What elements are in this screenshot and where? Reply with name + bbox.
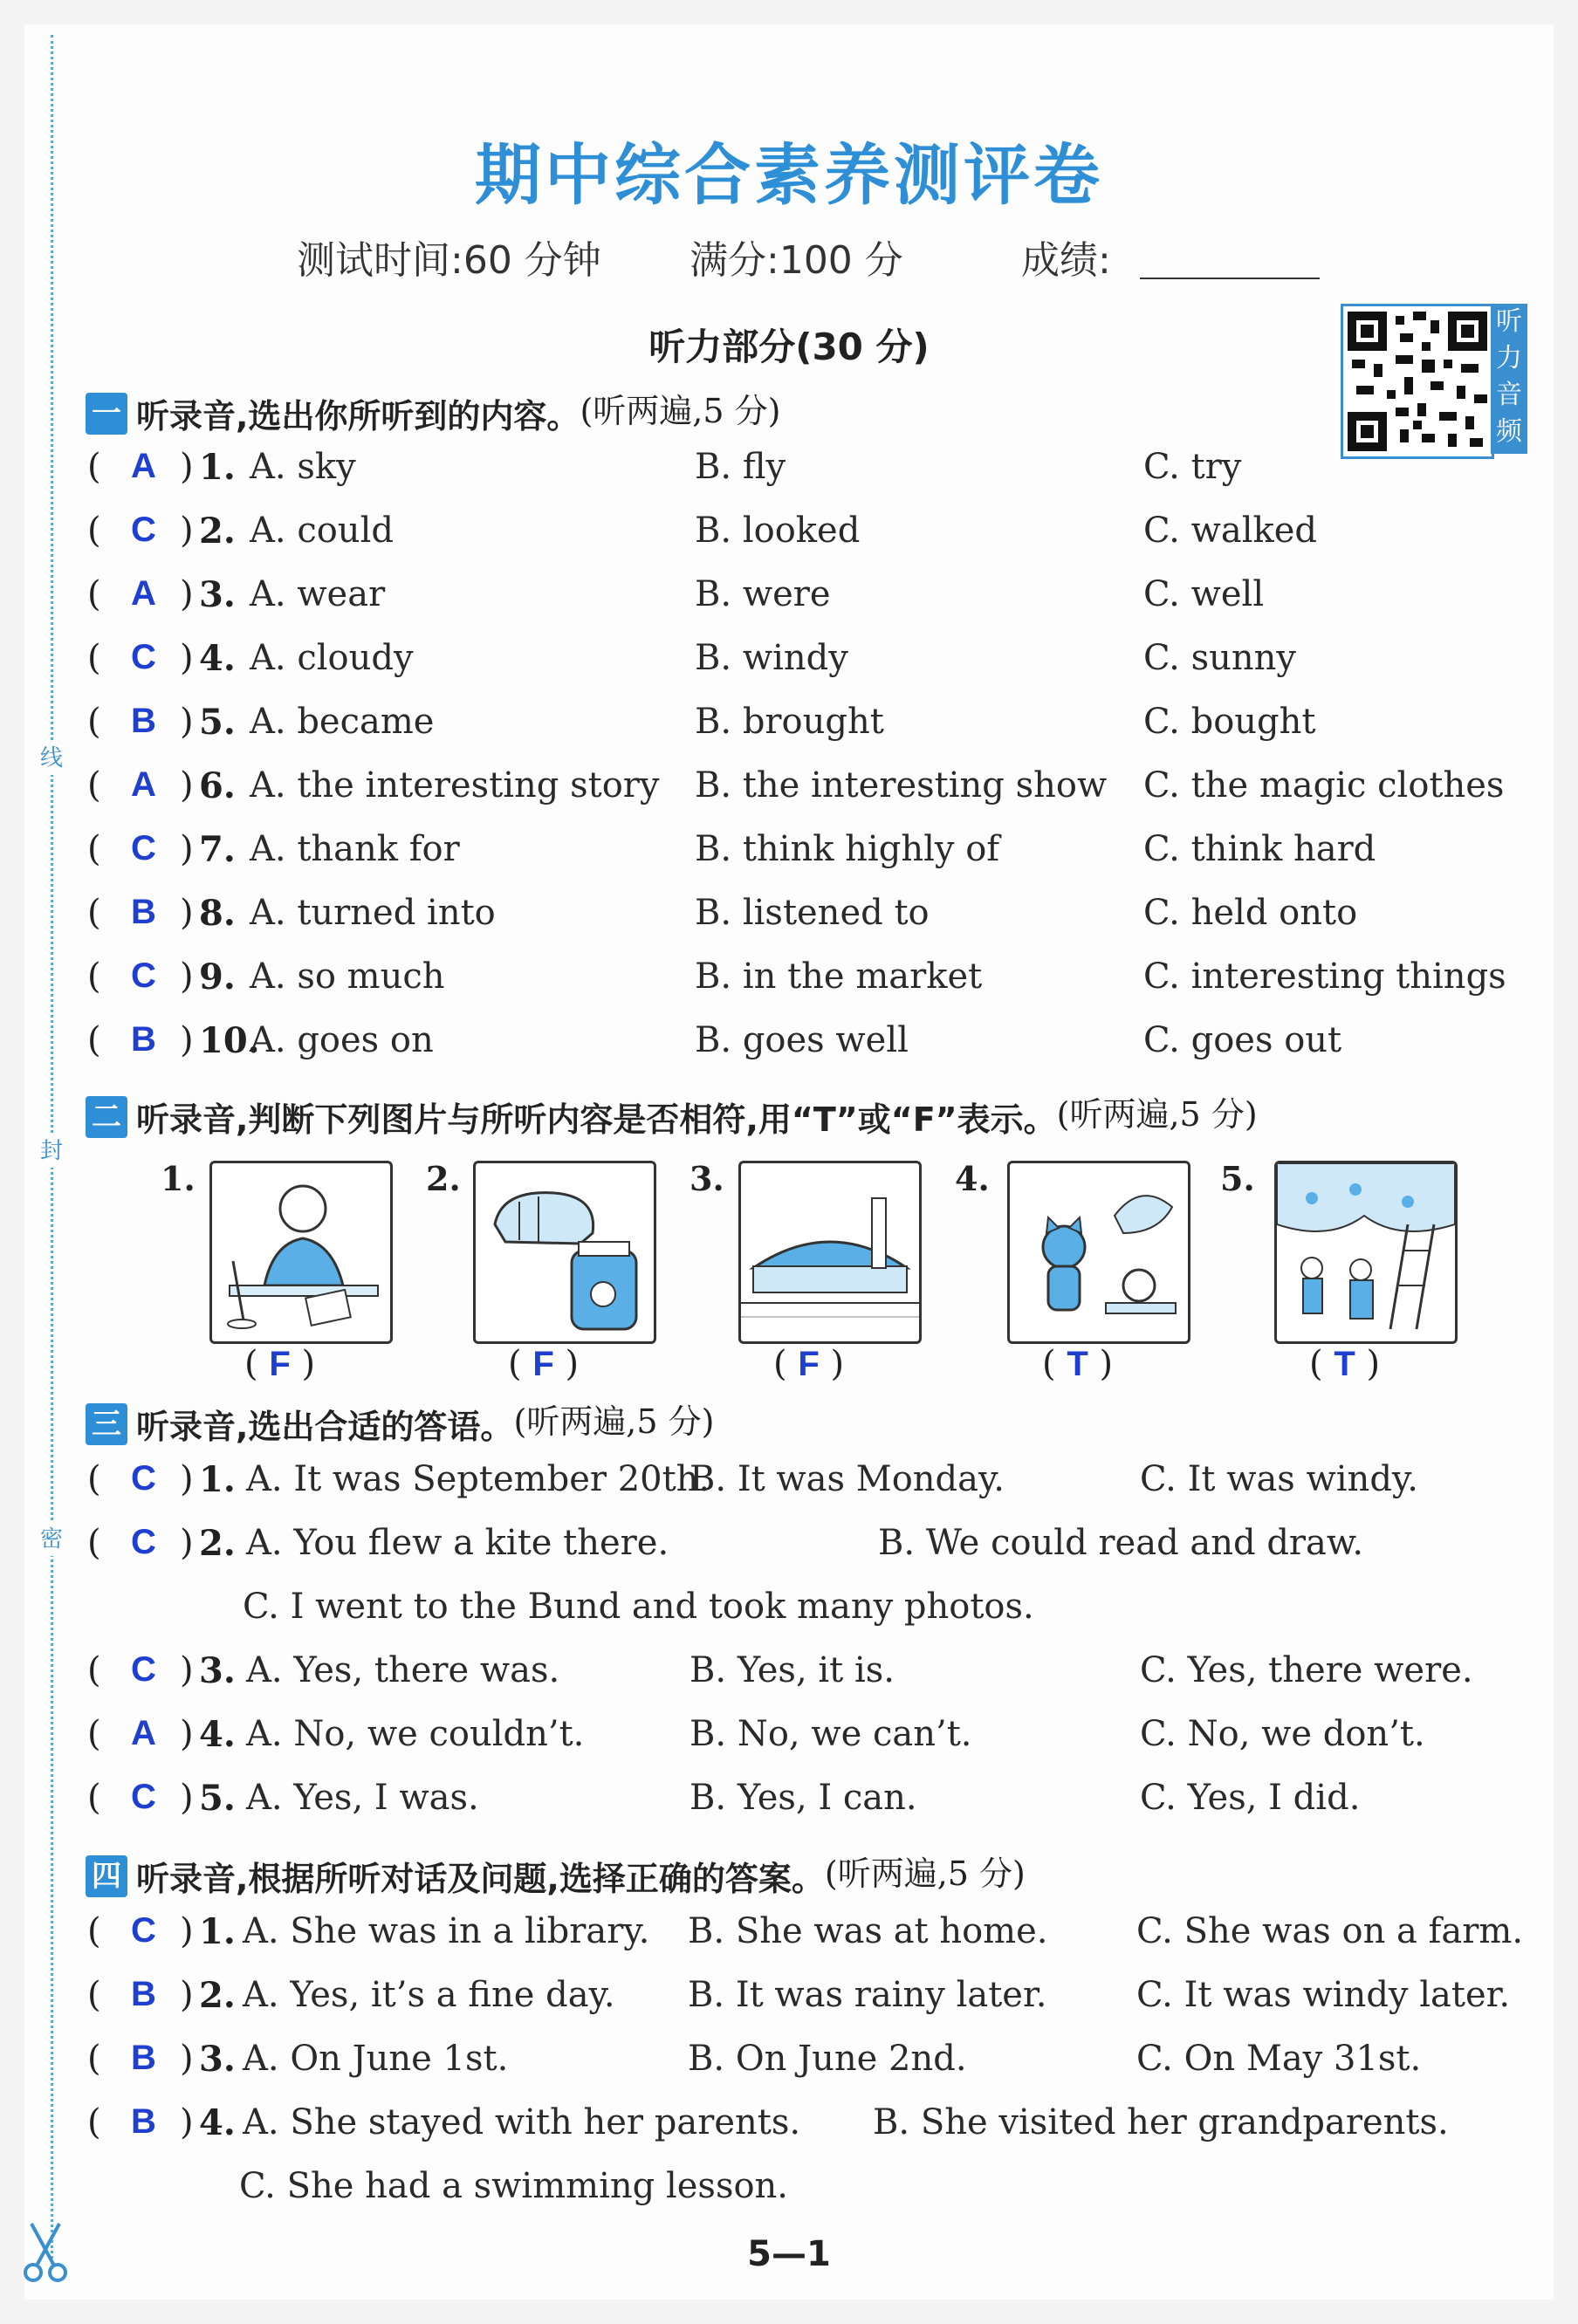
question-row [0,1020,1578,1073]
answer-mark: B [131,702,156,740]
option-a: A. thank for [250,829,460,869]
picture-picking-fruit [1274,1161,1458,1344]
option-c: C. On May 31st. [1136,2039,1422,2079]
option-a: A. could [250,511,394,551]
answer-mark: A [131,447,156,485]
question-row [0,574,1578,627]
right-paren: ) [180,893,194,933]
section-3-heading [86,1395,715,1446]
answer-mark: B [131,1020,156,1059]
right-paren: ) [180,1975,194,2015]
right-paren: ) [180,1650,194,1690]
option-a: A. became [250,702,435,742]
answer-mark: C [131,1459,156,1498]
section-note: (听两遍,5 分) [513,1402,715,1441]
answer-mark: C [131,638,156,676]
option-b: B. fly [695,447,786,487]
option-c: C. Yes, I did. [1140,1778,1361,1818]
question-number: 5. [199,702,236,743]
question-number: 4. [199,638,236,679]
picture-answer: ( T ) [1042,1344,1114,1384]
question-number: 4. [199,2102,236,2143]
answer-mark: C [131,1911,156,1950]
option-a: A. Yes, there was. [246,1650,560,1690]
option-b: B. were [695,574,831,614]
question-row [0,893,1578,945]
left-paren: ( [87,1523,101,1563]
option-a: A. She stayed with her parents. [243,2102,801,2142]
section-instruction: 听录音,判断下列图片与所听内容是否相符,用“T”或“F”表示。 [136,1100,1057,1139]
option-b: B. windy [695,638,848,678]
question-row [0,638,1578,690]
page-title: 期中综合素养测评卷 [475,136,1103,214]
section-instruction: 听录音,选出你所听到的内容。 [136,397,580,435]
question-number: 1. [199,447,236,488]
question-row [0,1650,1578,1703]
question-row [0,1911,1578,1964]
picture-answer: ( F ) [508,1344,580,1384]
option-a: A. She was in a library. [243,1911,650,1951]
picture-answer: ( T ) [1309,1344,1381,1384]
answer-mark: B [131,893,156,931]
left-paren: ( [87,447,101,487]
option-c: C. It was windy later. [1136,1975,1511,2015]
answer-mark: F [269,1345,291,1383]
right-paren: ) [180,765,194,806]
question-number: 2. [199,1975,236,2016]
option-c: C. It was windy. [1140,1459,1418,1499]
option-c: C. walked [1143,511,1318,551]
answer-mark: C [131,829,156,867]
listening-audio-tag[interactable]: 听力音频 [1491,304,1527,454]
question-row [0,1975,1578,2027]
left-paren: ( [87,1714,101,1754]
question-number: 8. [199,893,236,934]
binding-char-feng: 封 [35,1135,68,1168]
option-c: C. She had a swimming lesson. [239,2166,789,2206]
option-c: C. goes out [1143,1020,1342,1060]
option-a: A. so much [250,956,445,997]
question-row [0,956,1578,1009]
option-c: C. interesting things [1143,956,1506,997]
score-blank [1140,278,1320,279]
full-score: 满分:100 分 [690,238,903,283]
question-row [0,2039,1578,2091]
question-number: 7. [199,829,236,870]
question-number: 1. [199,1911,236,1952]
question-number: 9. [199,956,236,997]
option-b: B. On June 2nd. [688,2039,967,2079]
option-a: A. It was September 20th. [246,1459,710,1499]
question-number: 2. [199,1523,236,1564]
answer-mark: B [131,2102,156,2141]
section-note: (听两遍,5 分) [1056,1095,1258,1134]
question-row [0,511,1578,563]
option-b: B. listened to [695,893,930,933]
right-paren: ) [180,1459,194,1499]
option-b: B. She visited her grandparents. [873,2102,1449,2142]
left-paren: ( [87,1020,101,1060]
section-1-heading [86,384,781,435]
option-c: C. held onto [1143,893,1358,933]
picture-bread-and-honey [473,1161,656,1344]
answer-mark: F [532,1345,554,1383]
section-2-heading [86,1087,1258,1139]
section-instruction: 听录音,根据所听对话及问题,选择正确的答案。 [136,1860,825,1898]
question-row [0,2102,1578,2206]
answer-mark: C [131,1523,156,1561]
option-a: A. On June 1st. [243,2039,509,2079]
picture-number: 5. [1220,1159,1255,1198]
answer-mark: A [131,1714,156,1752]
left-paren: ( [87,893,101,933]
binding-char-mi: 密 [35,1523,68,1556]
left-paren: ( [87,2102,101,2142]
binding-char-xian: 线 [35,742,68,775]
test-time: 测试时间:60 分钟 [297,238,601,283]
question-row [0,829,1578,881]
question-row [0,1778,1578,1830]
right-paren: ) [180,1020,194,1060]
option-b: B. the interesting show [695,765,1108,806]
question-row [0,1523,1578,1627]
option-a: A. turned into [250,893,496,933]
right-paren: ) [180,956,194,997]
option-b: B. brought [695,702,884,742]
option-a: A. wear [250,574,386,614]
option-b: B. Yes, it is. [690,1650,895,1690]
section-instruction: 听录音,选出合适的答语。 [136,1408,514,1446]
answer-mark: T [1067,1345,1088,1383]
left-paren: ( [87,702,101,742]
left-paren: ( [87,1778,101,1818]
question-number: 1. [199,1459,236,1500]
option-a: A. goes on [250,1020,434,1060]
option-a: A. No, we couldn’t. [246,1714,585,1754]
question-number: 10. [199,1020,260,1061]
left-paren: ( [87,1975,101,2015]
section-4-heading [86,1847,1026,1898]
answer-mark: F [798,1345,820,1383]
answer-mark: A [131,765,156,804]
left-paren: ( [87,2039,101,2079]
right-paren: ) [180,1523,194,1563]
option-a: A. cloudy [250,638,414,678]
question-number: 3. [199,1650,236,1691]
left-paren: ( [87,829,101,869]
picture-cat-and-mouse [1007,1161,1190,1344]
right-paren: ) [180,829,194,869]
option-c: C. I went to the Bund and took many photos. [243,1587,1034,1627]
question-row [0,1714,1578,1766]
question-number: 2. [199,511,236,552]
picture-number: 1. [161,1159,196,1198]
section-number: 一 [86,393,127,435]
left-paren: ( [87,1650,101,1690]
option-b: B. looked [695,511,861,551]
answer-mark: C [131,1778,156,1816]
section-note: (听两遍,5 分) [580,392,781,430]
answer-mark: C [131,1650,156,1689]
answer-mark: B [131,1975,156,2013]
option-c: C. well [1143,574,1265,614]
listening-part-heading: 听力部分(30 分) [648,326,930,368]
option-b: B. She was at home. [688,1911,1048,1951]
section-note: (听两遍,5 分) [824,1854,1026,1893]
question-number: 4. [199,1714,236,1755]
right-paren: ) [180,1778,194,1818]
option-c: C. the magic clothes [1143,765,1505,806]
score-label: 成绩: [1021,238,1111,283]
option-b: B. It was rainy later. [688,1975,1047,2015]
option-b: B. think highly of [695,829,1000,869]
section-number: 三 [86,1403,127,1445]
question-number: 5. [199,1778,236,1819]
answer-mark: A [131,574,156,613]
question-number: 3. [199,574,236,615]
option-a: A. Yes, I was. [246,1778,479,1818]
question-row [0,702,1578,754]
right-paren: ) [180,702,194,742]
picture-stadium [738,1161,922,1344]
option-b: B. Yes, I can. [690,1778,917,1818]
right-paren: ) [180,511,194,551]
section-number: 二 [86,1096,127,1138]
option-c: C. Yes, there were. [1140,1650,1473,1690]
question-row [0,447,1578,499]
option-c: C. bought [1143,702,1316,742]
left-paren: ( [87,574,101,614]
option-b: B. No, we can’t. [690,1714,972,1754]
picture-number: 4. [955,1159,990,1198]
question-number: 3. [199,2039,236,2080]
option-a: A. You flew a kite there. [246,1523,669,1563]
option-c: C. She was on a farm. [1136,1911,1524,1951]
picture-number: 3. [690,1159,724,1198]
option-b: B. goes well [695,1020,909,1060]
question-number: 6. [199,765,236,806]
left-paren: ( [87,638,101,678]
left-paren: ( [87,1911,101,1951]
option-c: C. think hard [1143,829,1376,869]
option-b: B. in the market [695,956,983,997]
question-row [0,1459,1578,1512]
option-c: C. sunny [1143,638,1297,678]
option-c: C. try [1143,447,1242,487]
question-row [0,765,1578,818]
option-b: B. It was Monday. [690,1459,1005,1499]
right-paren: ) [180,2039,194,2079]
option-a: A. sky [250,447,356,487]
option-b: B. We could read and draw. [878,1523,1364,1563]
picture-answer: ( F ) [244,1344,316,1384]
right-paren: ) [180,1911,194,1951]
right-paren: ) [180,574,194,614]
page-number: 5—1 [747,2234,831,2274]
right-paren: ) [180,638,194,678]
picture-answer: ( F ) [773,1344,845,1384]
section-number: 四 [86,1855,127,1897]
left-paren: ( [87,1459,101,1499]
right-paren: ) [180,2102,194,2142]
answer-mark: B [131,2039,156,2077]
right-paren: ) [180,1714,194,1754]
answer-mark: C [131,956,156,995]
left-paren: ( [87,511,101,551]
option-a: A. the interesting story [250,765,660,806]
right-paren: ) [180,447,194,487]
answer-mark: T [1334,1345,1355,1383]
picture-number: 2. [426,1159,461,1198]
answer-mark: C [131,511,156,549]
option-a: A. Yes, it’s a fine day. [243,1975,615,2015]
left-paren: ( [87,765,101,806]
picture-boy-writing [209,1161,393,1344]
option-c: C. No, we don’t. [1140,1714,1425,1754]
left-paren: ( [87,956,101,997]
